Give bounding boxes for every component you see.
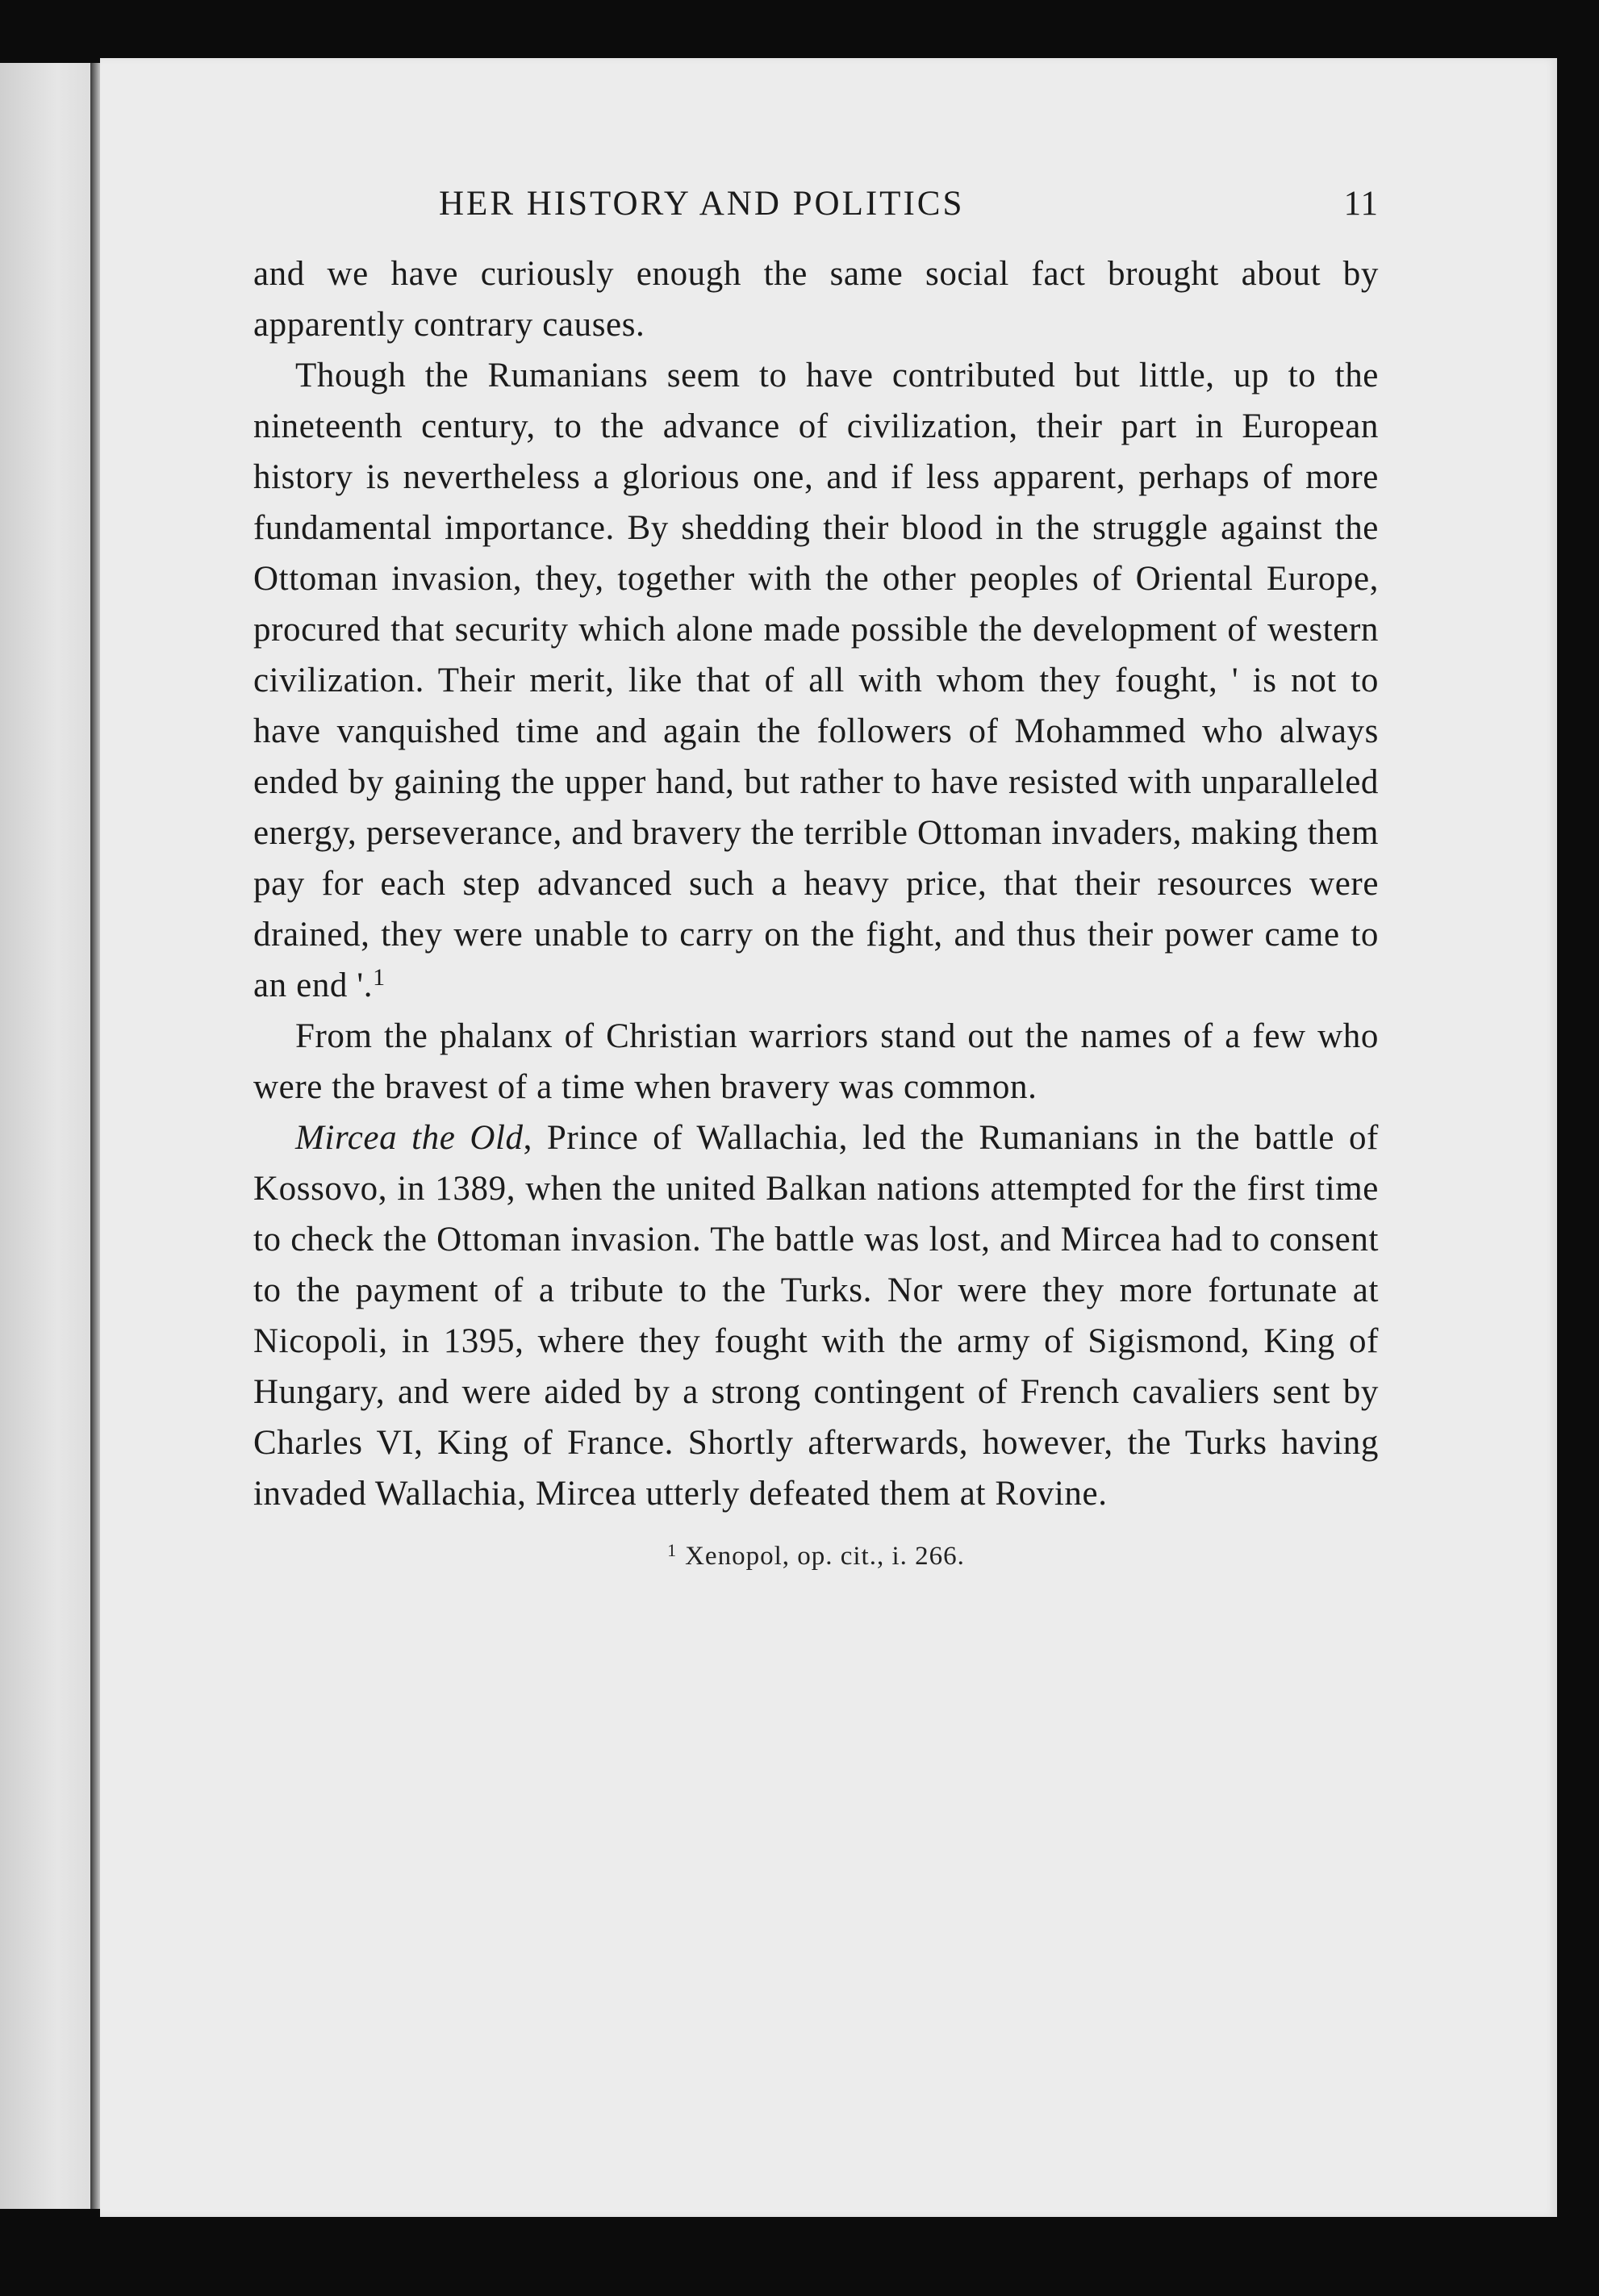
previous-page-edge [0, 63, 95, 2209]
book-page [100, 58, 1557, 2217]
paragraph-4 [253, 1113, 1379, 1519]
paragraph-2 [253, 350, 1379, 1011]
footnote-text: Xenopol, op. cit., i. 266. [685, 1542, 965, 1571]
paragraph-4-italic-name: Mircea the Old [295, 1119, 524, 1157]
paragraph-2-text: Though the Rumanians seem to have contributed but little, up to the nineteenth century, to the advance of civilization, their part in European history is nevertheless a glorious one, and if less apparent, perhaps of more fundamental importance. By shedding their blood in the struggle against the Ottoman invasion, they, together with the other peoples of Oriental Europe, procured that security which alone made possible the development of western civilization. Their merit, like that of all with whom they fought, ' is not to have vanquished time and again the followers of Mohammed who always ended by gaining the upper hand, but rather to have resisted with unparalleled energy, perseverance, and bravery the terrible Ottoman invaders, making them pay for each step advanced such a heavy price, that their resources were drained, they were unable to carry on the fight, and thus their power came to an end '. [253, 357, 1379, 1004]
paragraph-1 [253, 248, 1379, 350]
page-number: 11 [1343, 185, 1379, 223]
paragraph-3-text: From the phalanx of Christian warriors stand out the names of a few who were the bravest of a time when bravery was common. [253, 1017, 1379, 1106]
paragraph-1-text: and we have curiously enough the same social fact brought about by apparently contrary causes. [253, 255, 1379, 344]
running-title: HER HISTORY AND POLITICS [439, 185, 965, 223]
footnote-mark: 1 [667, 1540, 678, 1560]
paragraph-3 [253, 1011, 1379, 1113]
running-head [253, 171, 1379, 248]
text-block [253, 171, 1379, 1572]
footnote [253, 1540, 1379, 1572]
footnote-reference: 1 [373, 964, 386, 991]
paragraph-4-text: , Prince of Wallachia, led the Rumanians in the battle of Kossovo, in 1389, when the united Balkan nations attempted for the first time to check the Ottoman invasion. The battle was lost, and Mircea had to consent to the payment of a tribute to the Turks. Nor were they more fortunate at Nicopoli, in 1395, where they fought with the army of Sigismond, King of Hungary, and were aided by a strong contingent of French cavaliers sent by Charles VI, King of France. Shortly afterwards, however, the Turks having invaded Wallachia, Mircea utterly defeated them at Rovine. [253, 1119, 1379, 1513]
